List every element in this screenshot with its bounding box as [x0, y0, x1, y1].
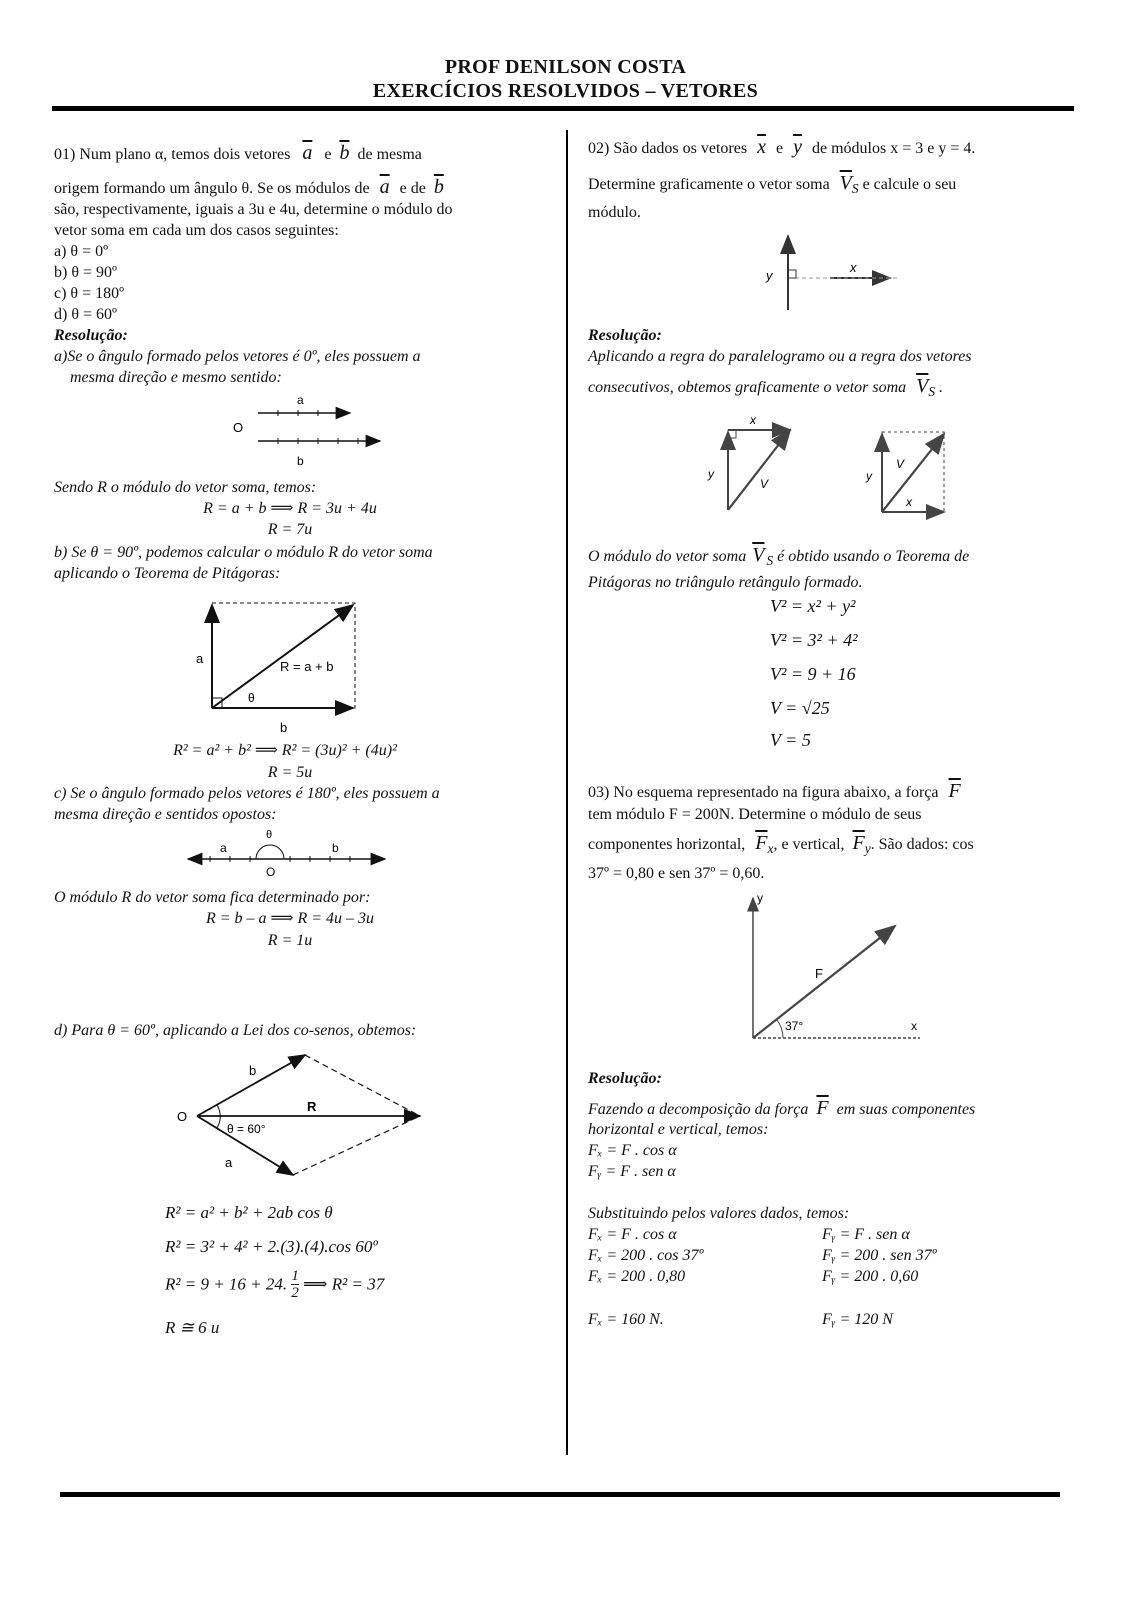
q3-left-eq2: Fₓ = 200 . cos 37º	[588, 1247, 704, 1264]
q2-eq3: V² = 9 + 16	[770, 664, 856, 684]
q1-b-text1: b) Se θ = 90º, podemos calcular o módulo R do vetor soma	[54, 544, 433, 561]
q1-figure-a	[225, 390, 395, 470]
q2-eq1: V² = x² + y²	[770, 596, 856, 616]
q2-res-text3: O módulo do vetor soma $\overline{V}$ $_S$ é obtido usando o Teorema de	[588, 544, 970, 569]
q1-d-eq2: R² = 3² + 4² + 2.(3).(4).cos 60º	[165, 1237, 378, 1256]
vector-x-label-2: x	[906, 495, 912, 509]
q2-res-text2: consecutivos, obtemos graficamente o vetor soma $\overline{V}_S$ .	[588, 375, 944, 400]
q2-eq4: V = √25	[770, 698, 830, 718]
q1-option-a: a) θ = 0º	[54, 243, 109, 260]
q1-resolution-title: Resolução:	[54, 327, 128, 344]
vector-y-label: y	[708, 467, 714, 481]
q1-c-text2: mesma direção e sentidos opostos:	[54, 806, 277, 823]
q1-a-text2: mesma direção e mesmo sentido:	[70, 369, 282, 386]
q3-left-eq3: Fₓ = 200 . 0,80	[588, 1268, 686, 1285]
q1-a-text3: Sendo R o módulo do vetor soma, temos:	[54, 479, 317, 496]
origin-label: O	[266, 865, 276, 879]
q1-a-text1: a)Se o ângulo formado pelos vetores é 0º, eles possuem a	[54, 348, 421, 365]
q3-res-fy: Fᵧ = F . sen α	[588, 1163, 676, 1180]
origin-label: O	[233, 420, 244, 435]
q3-right-eq3: Fᵧ = 200 . 0,60	[822, 1268, 919, 1285]
q2-figure-sum	[700, 410, 980, 525]
vector-a-label: a	[196, 651, 204, 666]
vector-a-label: a	[297, 393, 304, 407]
q3-res-text3: Substituindo pelos valores dados, temos:	[588, 1205, 850, 1222]
theta-label: θ	[266, 829, 273, 841]
vector-y-label: y	[766, 268, 773, 283]
vector-x-label: x	[850, 260, 857, 275]
q1-a-eq2: R = 7u	[267, 521, 313, 538]
q2-line3: módulo.	[588, 204, 641, 221]
q2-line2: Determine graficamente o vetor soma $\overline{V}_S$ e calcule o seu	[588, 172, 957, 197]
q3-line2: tem módulo F = 200N. Determine o módulo de seus	[588, 806, 922, 823]
q3-line3: componentes horizontal, $\overline{F}_x$, e vertical, $\overline{F}_y$. São dados: cos	[588, 832, 974, 857]
footer-rule	[60, 1492, 1060, 1497]
q1-c-eq1: R = b – a ⟹ R = 4u – 3u	[205, 910, 375, 927]
vector-a-label: a	[220, 841, 227, 855]
header-rule	[52, 106, 1074, 111]
origin-label: O	[177, 1109, 188, 1124]
q3-result-fx: Fₓ = 160 N.	[588, 1311, 664, 1328]
q1-line2: origem formando um ângulo θ. Se os módulos de $\overline{a}$ e de $\overline{b}$	[54, 176, 444, 198]
q3-res-fx: Fₓ = F . cos α	[588, 1142, 677, 1159]
q2-res-text4: Pitágoras no triângulo retângulo formado.	[588, 574, 863, 591]
theta-label: θ	[248, 691, 255, 705]
q2-line1: 02) São dados os vetores $\overline{x}$ e $\overline{y}$ de módulos x = 3 e y = 4.	[588, 136, 976, 158]
resultant-label: R	[307, 1099, 317, 1114]
page-subtitle: EXERCÍCIOS RESOLVIDOS – VETORES	[372, 80, 759, 102]
resultant-label: R = a + b	[280, 659, 334, 674]
vector-b-label: b	[280, 720, 288, 735]
q1-d-text1: d) Para θ = 60º, aplicando a Lei dos co-senos, obtemos:	[54, 1022, 417, 1039]
vs-label: V	[760, 477, 769, 491]
vector-b-label: b	[297, 454, 304, 468]
q1-a-eq1: R = a + b ⟹ R = 3u + 4u	[203, 500, 377, 517]
q3-res-text2: horizontal e vertical, temos:	[588, 1121, 769, 1138]
q1-figure-b	[190, 595, 380, 740]
axis-y-label: y	[757, 891, 763, 905]
q1-b-eq1: R² = a² + b² ⟹ R² = (3u)² + (4u)²	[173, 742, 397, 759]
theta-label: θ = 60°	[227, 1122, 266, 1136]
vector-y-label-2: y	[866, 469, 872, 483]
force-label: F	[815, 966, 823, 981]
q2-figure-vectors	[760, 228, 910, 328]
q2-resolution-title: Resolução:	[588, 327, 662, 344]
vector-b-label: b	[332, 841, 339, 855]
q1-option-c: c) θ = 180º	[54, 285, 125, 302]
q3-left-eq1: Fₓ = F . cos α	[588, 1226, 677, 1243]
q1-d-eq1: R² = a² + b² + 2ab cos θ	[165, 1203, 333, 1222]
q1-option-b: b) θ = 90º	[54, 264, 117, 281]
q3-right-eq1: Fᵧ = F . sen α	[822, 1226, 910, 1243]
q3-res-text1: Fazendo a decomposição da força $\overline{F}$ em suas componentes	[588, 1097, 976, 1119]
vs-label-2: V	[896, 457, 905, 471]
q1-b-eq2: R = 5u	[267, 764, 313, 781]
page-title: PROF DENILSON COSTA	[444, 56, 687, 78]
q1-d-eq3: R² = 9 + 16 + 24. $\frac{1}{2}$ ⟹ R² = 37	[165, 1268, 385, 1301]
q1-option-d: d) θ = 60º	[54, 306, 117, 323]
q1-c-text1: c) Se o ângulo formado pelos vetores é 180º, eles possuem a	[54, 785, 440, 802]
q2-eq2: V² = 3² + 4²	[770, 630, 858, 650]
vector-a-label: a	[225, 1155, 233, 1170]
q3-resolution-title: Resolução:	[588, 1070, 662, 1087]
q3-line4: 37º = 0,80 e sen 37º = 0,60.	[588, 865, 765, 882]
q1-c-text3: O módulo R do vetor soma fica determinado por:	[54, 889, 371, 906]
q3-line1: 03) No esquema representado na figura abaixo, a força $\overline{F}$	[588, 780, 961, 802]
q1-line1: 01) Num plano α, temos dois vetores $\overline{a}$ e $\overline{b}$ de mesma	[54, 142, 422, 164]
vector-b-label: b	[249, 1063, 257, 1078]
q1-figure-c	[180, 822, 400, 882]
vector-x-label: x	[750, 413, 756, 427]
q3-figure-force	[735, 890, 935, 1050]
column-divider	[566, 130, 568, 1455]
q1-line3: são, respectivamente, iguais a 3u e 4u, determine o módulo do	[54, 201, 453, 218]
q2-res-text1: Aplicando a regra do paralelogramo ou a regra dos vetores	[588, 348, 972, 365]
q1-d-eq4: R ≅ 6 u	[165, 1318, 220, 1337]
axis-x-label: x	[911, 1019, 917, 1033]
q1-line4: vetor soma em cada um dos casos seguintes:	[54, 222, 339, 239]
q2-eq5: V = 5	[770, 730, 811, 750]
q1-c-eq2: R = 1u	[267, 932, 313, 949]
q1-b-text2: aplicando o Teorema de Pitágoras:	[54, 565, 281, 582]
q1-figure-d	[175, 1045, 435, 1195]
q3-result-fy: Fᵧ = 120 N	[822, 1311, 893, 1328]
angle-label: 37°	[785, 1019, 804, 1033]
q3-right-eq2: Fᵧ = 200 . sen 37º	[822, 1247, 937, 1264]
